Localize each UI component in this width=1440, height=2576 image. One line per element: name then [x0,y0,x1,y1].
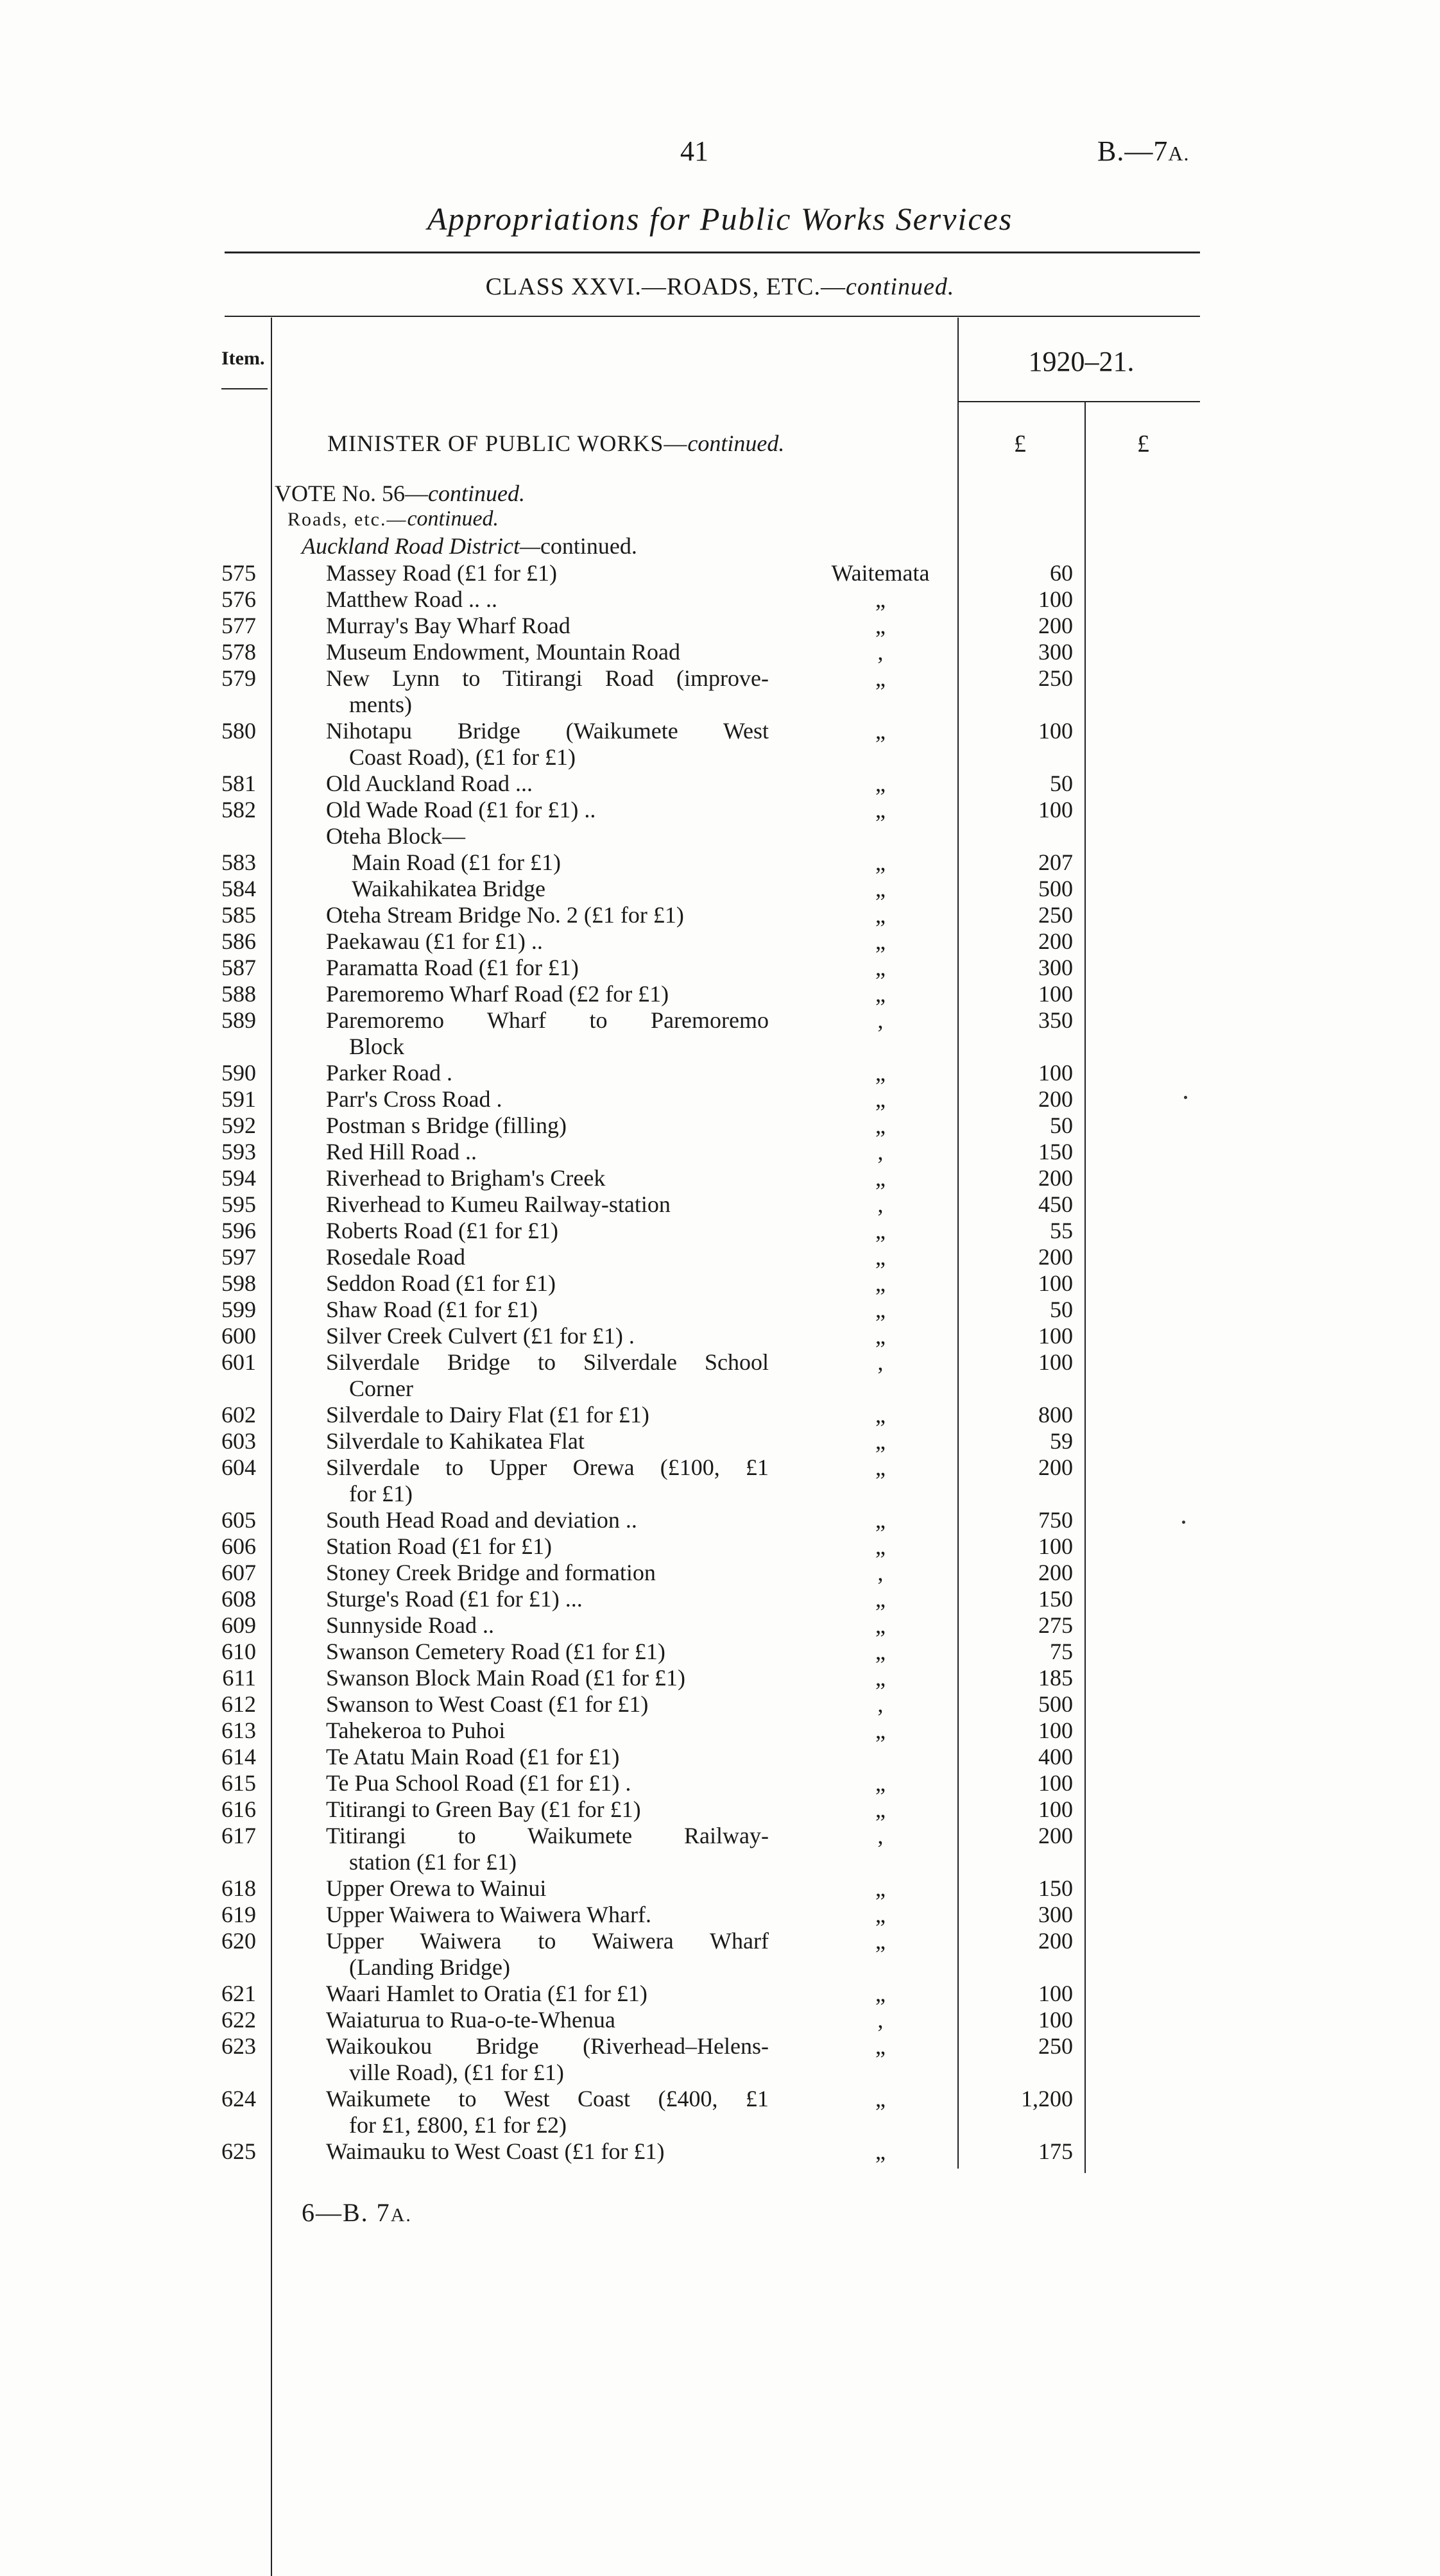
item-amount: 75 [1050,1639,1073,1664]
item-number: 622 [221,2007,256,2033]
item-description: Parker Road . [326,1060,452,1086]
item-amount: 100 [1038,2007,1073,2033]
item-location: „ [875,1323,886,1349]
minister-heading [327,430,784,457]
item-location: „ [875,718,886,744]
item-amount: 350 [1038,1007,1073,1033]
item-number: 579 [221,665,256,691]
item-number: 604 [221,1454,256,1480]
item-description: Silverdale to Upper Orewa (£100, £1 for £1) [326,1454,769,1506]
page-title: Appropriations for Public Works Services [427,201,1013,237]
item-number: 599 [221,1297,256,1322]
item-description: Silverdale Bridge to Silverdale School Corner [326,1349,769,1401]
table-row [0,2033,1440,2086]
item-number: 592 [221,1113,256,1138]
item-description: Tahekeroa to Puhoi [326,1718,506,1743]
item-number: 589 [221,1007,256,1033]
item-description: Stoney Creek Bridge and formation [326,1560,656,1585]
item-description: Upper Waiwera to Waiwera Wharf (Landing Bridge) [326,1928,769,1980]
table-row [0,1113,1440,1139]
item-number: 617 [221,1823,256,1848]
item-description: Waiaturua to Rua-o-te-Whenua [326,2007,615,2033]
item-location: „ [875,586,886,612]
item-amount: 100 [1038,1981,1073,2006]
table-row [0,586,1440,613]
item-description: Waikoukou Bridge (Riverhead–Helens- ville Road), (£1 for £1) [326,2033,769,2085]
table-row [0,1639,1440,1665]
item-location: „ [875,2086,886,2111]
table-row [0,1560,1440,1586]
item-location: „ [875,1244,886,1270]
item-amount: 55 [1050,1218,1073,1243]
item-amount: 250 [1038,902,1073,928]
item-location: „ [875,1902,886,1927]
item-description: Paremoremo Wharf to Paremoremo Block [326,1007,769,1059]
table-row [0,718,1440,771]
table-row [0,1428,1440,1454]
item-amount: 450 [1038,1191,1073,1217]
item-amount: 100 [1038,981,1073,1007]
class-heading-suffix: continued. [845,273,955,300]
item-amount: 100 [1038,1349,1073,1375]
item-number: 575 [221,560,256,586]
item-description: Main Road (£1 for £1) [352,849,561,875]
class-heading-prefix: CLASS XXVI.—ROADS, ETC.— [485,273,846,300]
item-description: Oteha Stream Bridge No. 2 (£1 for £1) [326,902,684,928]
item-number: 605 [221,1507,256,1533]
item-amount: 250 [1038,2033,1073,2059]
item-location: „ [875,1533,886,1559]
item-location: „ [875,771,886,796]
table-row [0,797,1440,823]
item-number: 578 [221,639,256,665]
pound-symbol-col1: £ [1014,431,1026,457]
item-description: Silver Creek Culvert (£1 for £1) . [326,1323,635,1349]
district-heading [302,533,637,559]
table-row [0,1612,1440,1639]
table-row [0,1691,1440,1718]
item-number: 577 [221,613,256,638]
item-description: Old Auckland Road ... [326,771,533,796]
item-number: 612 [221,1691,256,1717]
item-description: South Head Road and deviation .. [326,1507,637,1533]
signature-main: 6—B. 7 [302,2198,391,2227]
item-location: „ [875,955,886,980]
item-description: Riverhead to Kumeu Railway-station [326,1191,671,1217]
item-number: 610 [221,1639,256,1664]
item-amount: 200 [1038,1165,1073,1191]
stray-mark [1182,1521,1185,1524]
item-amount: 150 [1038,1139,1073,1164]
item-description: Swanson to West Coast (£1 for £1) [326,1691,649,1717]
year-column-header: 1920–21. [1028,346,1135,377]
item-number: 596 [221,1218,256,1243]
table-row [0,1718,1440,1744]
item-location: „ [875,1796,886,1822]
item-description: Station Road (£1 for £1) [326,1533,552,1559]
item-number: 593 [221,1139,256,1164]
item-number: 623 [221,2033,256,2059]
item-number: 582 [221,797,256,823]
item-location: „ [875,928,886,954]
item-amount: 150 [1038,1875,1073,1901]
item-description: Waari Hamlet to Oratia (£1 for £1) [326,1981,647,2006]
item-location: „ [875,1297,886,1322]
district-heading-suffix: continued. [540,533,637,559]
table-row [0,665,1440,718]
item-amount: 800 [1038,1402,1073,1428]
item-amount: 100 [1038,586,1073,612]
item-number: 613 [221,1718,256,1743]
table-row [0,1060,1440,1086]
item-location: „ [875,849,886,875]
table-row [0,1139,1440,1165]
item-number: 586 [221,928,256,954]
roads-subheading-prefix: Roads, etc.— [287,509,407,530]
minister-heading-prefix: MINISTER OF PUBLIC WORKS— [327,431,688,456]
table-row [0,981,1440,1007]
table-row [0,2007,1440,2033]
item-amount: 60 [1050,560,1073,586]
item-description: Titirangi to Waikumete Railway- station (£1 for £1) [326,1823,769,1875]
table-row [0,876,1440,902]
table-row [0,1349,1440,1402]
item-amount: 200 [1038,613,1073,638]
item-description: Roberts Road (£1 for £1) [326,1218,558,1243]
table-row [0,1902,1440,1928]
item-location: „ [875,1639,886,1664]
item-number: 600 [221,1323,256,1349]
item-number: 621 [221,1981,256,2006]
item-description: Postman s Bridge (filling) [326,1113,567,1138]
item-amount: 100 [1038,1718,1073,1743]
table-row [0,1270,1440,1297]
item-number: 607 [221,1560,256,1585]
item-description: Seddon Road (£1 for £1) [326,1270,556,1296]
item-amount: 100 [1038,1323,1073,1349]
table-row [0,1323,1440,1349]
item-amount: 200 [1038,1823,1073,1848]
item-amount: 1,200 [1021,2086,1073,2111]
item-description: Titirangi to Green Bay (£1 for £1) [326,1796,641,1822]
item-number: 611 [222,1665,256,1691]
table-row [0,928,1440,955]
table-row [0,1402,1440,1428]
table-row [0,1297,1440,1323]
table-row [0,902,1440,928]
table-row [0,955,1440,981]
item-number: 598 [221,1270,256,1296]
item-number: 588 [221,981,256,1007]
item-amount: 100 [1038,1060,1073,1086]
table-row [0,560,1440,586]
item-amount: 100 [1038,1796,1073,1822]
item-number: 609 [221,1612,256,1638]
vote-heading [275,480,525,507]
item-location: „ [875,1981,886,2006]
item-number: 603 [221,1428,256,1454]
item-location: „ [875,902,886,928]
item-description: Red Hill Road .. [326,1139,477,1164]
item-location: , [877,2007,884,2033]
item-number: 587 [221,955,256,980]
item-amount: 300 [1038,639,1073,665]
item-location: „ [875,1586,886,1612]
item-number: 590 [221,1060,256,1086]
item-location: „ [875,665,886,691]
item-description: Matthew Road .. .. [326,586,497,612]
item-description: Waikumete to West Coast (£400, £1 for £1, £800, £1 for £2) [326,2086,769,2138]
item-location: „ [875,1928,886,1954]
item-number: 585 [221,902,256,928]
item-amount: 50 [1050,771,1073,796]
item-location: , [877,1007,884,1033]
stray-mark [1184,1096,1187,1099]
item-number: 583 [221,849,256,875]
item-location: „ [875,1428,886,1454]
table-row [0,1796,1440,1823]
item-description: Murray's Bay Wharf Road [326,613,570,638]
item-amount: 100 [1038,718,1073,744]
item-number: 619 [221,1902,256,1927]
item-description: Waikahikatea Bridge [352,876,545,901]
item-amount: 200 [1038,1086,1073,1112]
item-amount: 59 [1050,1428,1073,1454]
table-row [0,1454,1440,1507]
item-number: 608 [221,1586,256,1612]
vote-heading-suffix: continued. [427,481,525,506]
item-description: Old Wade Road (£1 for £1) .. [326,797,596,823]
item-description: Parr's Cross Road . [326,1086,502,1112]
item-description: Nihotapu Bridge (Waikumete West Coast Road), (£1 for £1) [326,718,769,770]
item-location: , [877,1191,884,1217]
item-location: „ [875,1665,886,1691]
appropriation-table [0,560,1440,2165]
item-number: 591 [221,1086,256,1112]
item-location: „ [875,1270,886,1296]
item-amount: 500 [1038,876,1073,901]
item-amount: 200 [1038,1560,1073,1585]
item-location: Waitemata [831,560,930,586]
item-amount: 300 [1038,1902,1073,1927]
item-location: „ [875,1875,886,1901]
roads-subheading-suffix: continued. [407,507,499,531]
item-amount: 207 [1038,849,1073,875]
item-location: „ [875,1454,886,1480]
signature-suffix: A. [390,2205,412,2226]
item-description: Shaw Road (£1 for £1) [326,1297,538,1322]
table-row [0,1086,1440,1113]
item-amount: 200 [1038,1928,1073,1954]
item-location: , [877,1823,884,1848]
item-description: Rosedale Road [326,1244,465,1270]
item-number: 614 [221,1744,256,1770]
item-number: 602 [221,1402,256,1428]
item-location: „ [875,1086,886,1112]
item-location: „ [875,2138,886,2164]
item-number: 580 [221,718,256,744]
item-description: Museum Endowment, Mountain Road [326,639,680,665]
item-number: 625 [221,2138,256,2164]
item-column-header: Item. [221,348,265,369]
item-description: Oteha Block— [326,823,465,849]
item-header-rule [221,388,268,389]
item-location: , [877,639,884,665]
item-location: , [877,1560,884,1585]
table-row [0,1665,1440,1691]
item-location: „ [875,1402,886,1428]
item-amount: 750 [1038,1507,1073,1533]
table-row [0,1165,1440,1191]
item-amount: 100 [1038,1533,1073,1559]
item-amount: 200 [1038,1454,1073,1480]
item-location: „ [875,797,886,823]
item-number: 595 [221,1191,256,1217]
item-description: New Lynn to Titirangi Road (improve- ments) [326,665,769,717]
signature-mark [302,2197,412,2228]
table-row [0,2086,1440,2138]
item-location: „ [875,1507,886,1533]
year-header-rule [957,401,1200,402]
item-description: Sturge's Road (£1 for £1) ... [326,1586,583,1612]
item-amount: 50 [1050,1297,1073,1322]
item-location: „ [875,1218,886,1243]
table-row [0,1507,1440,1533]
table-row [0,1007,1440,1060]
item-amount: 300 [1038,955,1073,980]
table-row [0,613,1440,639]
header-rule [225,316,1200,317]
item-number: 581 [221,771,256,796]
item-description: Upper Orewa to Wainui [326,1875,547,1901]
item-description: Riverhead to Brigham's Creek [326,1165,606,1191]
item-location: „ [875,1612,886,1638]
item-amount: 500 [1038,1691,1073,1717]
item-description: Silverdale to Kahikatea Flat [326,1428,585,1454]
class-heading [0,273,1440,301]
item-number: 601 [221,1349,256,1375]
item-amount: 100 [1038,1270,1073,1296]
table-row [0,1744,1440,1770]
item-amount: 200 [1038,1244,1073,1270]
item-description: Upper Waiwera to Waiwera Wharf. [326,1902,651,1927]
item-location: , [877,1349,884,1375]
table-row [0,1586,1440,1612]
item-number: 576 [221,586,256,612]
table-row [0,639,1440,665]
item-description: Te Atatu Main Road (£1 for £1) [326,1744,620,1770]
table-row [0,1928,1440,1981]
table-row [0,1981,1440,2007]
item-number: 606 [221,1533,256,1559]
item-location: „ [875,876,886,901]
item-number: 594 [221,1165,256,1191]
table-row [0,849,1440,876]
item-location: , [877,1139,884,1164]
page-number: 41 [680,135,708,167]
item-amount: 175 [1038,2138,1073,2164]
top-rule [225,252,1200,253]
item-description: Waimauku to West Coast (£1 for £1) [326,2138,665,2164]
item-location: „ [875,613,886,638]
item-location: „ [875,1165,886,1191]
series-reference-main: B.—7 [1097,135,1169,167]
item-number: 618 [221,1875,256,1901]
item-description: Sunnyside Road .. [326,1612,495,1638]
item-location: „ [875,981,886,1007]
table-row [0,1218,1440,1244]
item-number: 624 [221,2086,256,2111]
item-amount: 400 [1038,1744,1073,1770]
item-description: Massey Road (£1 for £1) [326,560,557,586]
item-description: Te Pua School Road (£1 for £1) . [326,1770,631,1796]
item-number: 616 [221,1796,256,1822]
item-number: 584 [221,876,256,901]
table-row [0,771,1440,797]
vote-heading-prefix: VOTE No. 56— [275,481,428,506]
item-description: Silverdale to Dairy Flat (£1 for £1) [326,1402,649,1428]
table-row [0,1770,1440,1796]
item-location: „ [875,1718,886,1743]
series-reference [1097,135,1189,167]
minister-heading-suffix: continued. [687,431,785,456]
item-description: Paremoremo Wharf Road (£2 for £1) [326,981,669,1007]
table-row [0,1244,1440,1270]
series-reference-suffix: A. [1168,142,1190,165]
item-amount: 200 [1038,928,1073,954]
item-amount: 275 [1038,1612,1073,1638]
table-row [0,1191,1440,1218]
item-location: „ [875,1113,886,1138]
table-row [0,2138,1440,2165]
table-row [0,1823,1440,1875]
item-location: „ [875,1770,886,1796]
item-amount: 185 [1038,1665,1073,1691]
item-amount: 50 [1050,1113,1073,1138]
item-amount: 100 [1038,1770,1073,1796]
table-row [0,1875,1440,1902]
item-location: , [877,1691,884,1717]
item-amount: 150 [1038,1586,1073,1612]
table-row [0,823,1440,849]
item-amount: 100 [1038,797,1073,823]
item-amount: 250 [1038,665,1073,691]
item-description: Paramatta Road (£1 for £1) [326,955,579,980]
roads-subheading [287,507,499,531]
item-description: Swanson Block Main Road (£1 for £1) [326,1665,685,1691]
item-description: Swanson Cemetery Road (£1 for £1) [326,1639,665,1664]
item-number: 615 [221,1770,256,1796]
item-number: 620 [221,1928,256,1954]
district-heading-prefix: Auckland Road District— [302,533,540,559]
item-description: Paekawau (£1 for £1) .. [326,928,543,954]
item-location: „ [875,2033,886,2059]
item-number: 597 [221,1244,256,1270]
pound-symbol-col2: £ [1137,431,1149,457]
table-row [0,1533,1440,1560]
item-location: „ [875,1060,886,1086]
